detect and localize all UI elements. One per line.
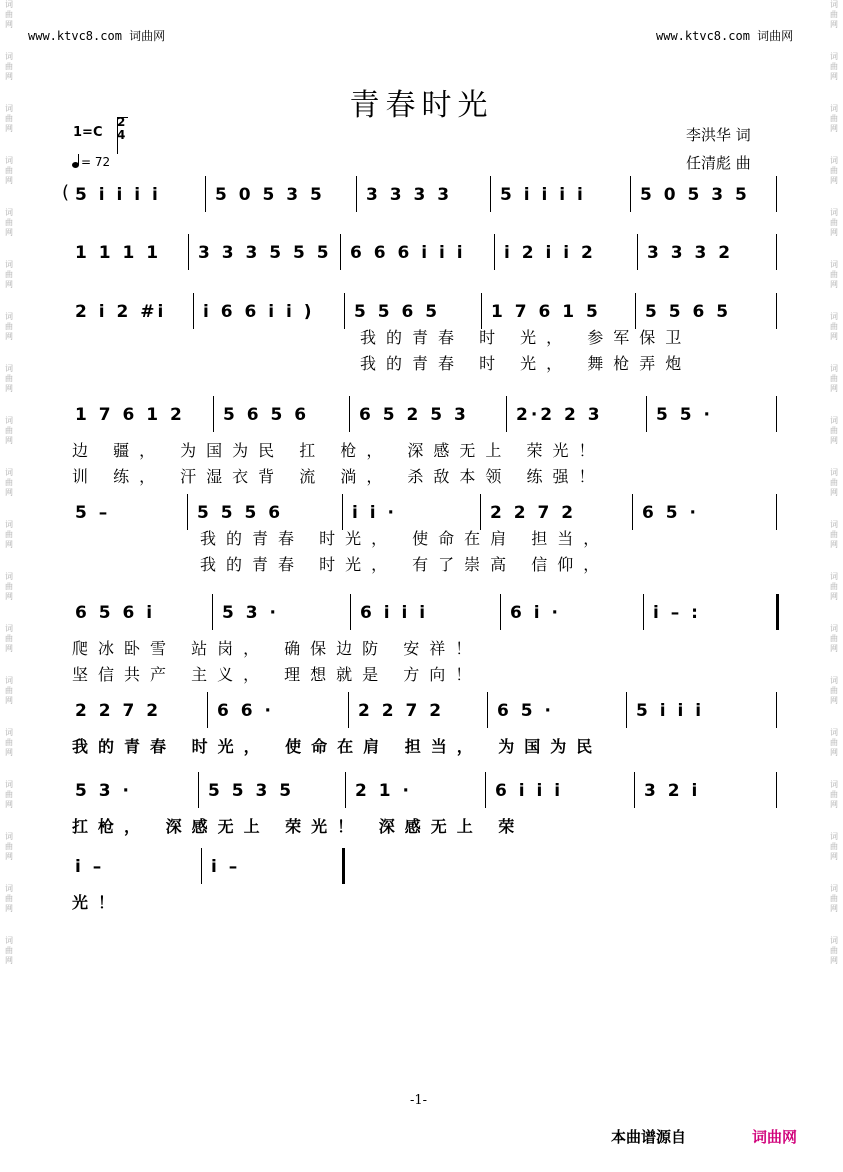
lyric-line: 我的青春 时光， 使命在肩 担当， [200,529,610,548]
measure: i 2 i i 2 [504,243,596,263]
barline [506,396,507,432]
song-title: 青春时光 [349,88,494,123]
lyric-line: 坚信共产 主义， 理想就是 方向！ [72,665,482,684]
measure: 5 5 6 5 [645,302,732,322]
lyric-line: 边 疆， 为国为民 扛 枪， 深感无上 荣光！ [72,441,605,460]
barline [485,772,486,808]
barline [634,772,635,808]
barline [350,594,351,630]
measure: 3 2 i [644,781,701,801]
lyric-line: 扛枪， 深感无上 荣光！ 深感无上 荣 [72,817,525,836]
measure: 6 5 2 5 3 [359,405,469,425]
measure: i 6 6 i i ) [203,302,315,322]
lyric-line: 光！ [72,893,125,912]
barline [635,293,636,329]
score-line [0,692,843,756]
lyric-line: 我的青春 时光， 使命在肩 担当， 为国为民 [72,737,603,756]
barline [776,234,777,270]
barline [776,772,777,808]
barline [630,176,631,212]
measure: 6 5 6 i [75,603,156,623]
measure: 2 2 7 2 [490,503,577,523]
barline [205,176,206,212]
barline [481,293,482,329]
open-paren: ( [62,182,70,203]
footer-source-label: 本曲谱源自 [611,1128,687,1146]
lyric-line: 我的青春 时光， 有了崇高 信仰， [200,555,610,574]
barline [188,234,189,270]
score-line [0,396,843,486]
footer-brand[interactable]: 词曲网 [752,1128,798,1146]
key-signature: 1=C [73,125,103,140]
barline [342,848,345,884]
measure: 2 i 2 #i [75,302,167,322]
measure: 6 i · [510,603,561,623]
measure: i – [211,857,241,877]
site-url-right[interactable]: www.ktvc8.com 词曲网 [656,29,794,43]
measure: 5 i i i [636,701,705,721]
lyric-line: 训 练， 汗湿衣背 流 淌， 杀敌本领 练强！ [72,467,605,486]
barline [348,692,349,728]
tempo-value: = 72 [81,155,111,169]
measure: 2·2 2 3 [516,405,603,425]
barline [487,692,488,728]
measure: 5 6 5 6 [223,405,310,425]
measure: 5 i i i i [75,185,161,205]
site-url-left[interactable]: www.ktvc8.com 词曲网 [28,29,166,43]
barline [193,293,194,329]
measure: 6 i i i [495,781,564,801]
barline [776,692,777,728]
measure: 5 3 · [222,603,279,623]
barline [342,494,343,530]
measure: 5 0 5 3 5 [215,185,325,205]
page-number: -1- [410,1093,428,1108]
barline [356,176,357,212]
measure: 3 3 3 5 5 5 [198,243,332,263]
barline [632,494,633,530]
lyric-line: 我的青春 时 光， 参军保卫 [360,328,692,347]
measure: 6 6 6 i i i [350,243,466,263]
barline [345,772,346,808]
barline [500,594,501,630]
measure: 3 3 3 2 [647,243,734,263]
barline [480,494,481,530]
barline [494,234,495,270]
barline [349,396,350,432]
measure: 5 5 6 5 [354,302,441,322]
time-top: 2 [117,115,126,129]
measure: 3 3 3 3 [366,185,453,205]
measure: 6 5 · [642,503,699,523]
barline [776,594,779,630]
measure: 5 – [75,503,111,523]
measure: 1 1 1 1 [75,243,162,263]
measure: i i · [352,503,397,523]
measure: 5 3 · [75,781,132,801]
side-watermark-right: 词 曲 网 词 曲 网 词 曲 网 词 曲 网 词 曲 网 词 曲 网 词 曲 网 词 曲 网 词 曲 网 词 曲 网 词 曲 网 词 曲 网 词 曲 网 词 曲 网 词 曲 网 词 曲 网 词 曲 网 词 曲 网 词 曲 网 [830,0,838,965]
barline [490,176,491,212]
measure: 1 7 6 1 5 [491,302,601,322]
score-line [0,234,843,278]
measure: 2 1 · [355,781,412,801]
measure: 6 i i i [360,603,429,623]
side-watermark-left: 词 曲 网 词 曲 网 词 曲 网 词 曲 网 词 曲 网 词 曲 网 词 曲 网 词 曲 网 词 曲 网 词 曲 网 词 曲 网 词 曲 网 词 曲 网 词 曲 网 词 曲 网 词 曲 网 词 曲 网 词 曲 网 词 曲 网 [5,0,13,965]
tempo-marking [72,155,110,169]
barline [213,396,214,432]
barline [198,772,199,808]
barline [201,848,202,884]
score-line [0,848,843,912]
barline [646,396,647,432]
lyricist-credit: 李洪华 词 [686,126,751,144]
score-line [0,772,843,836]
barline [776,176,777,212]
lyric-line: 我的青春 时 光， 舞枪弄炮 [360,354,692,373]
score-line [0,176,843,220]
lyric-line: 爬冰卧雪 站岗， 确保边防 安祥！ [72,639,482,658]
measure: i – : [653,603,701,623]
composer-credit: 任清彪 曲 [686,154,751,172]
barline [340,234,341,270]
measure: i – [75,857,105,877]
barline [344,293,345,329]
barline [626,692,627,728]
score-line [0,494,843,574]
barline [776,396,777,432]
measure: 5 i i i i [500,185,586,205]
barline [643,594,644,630]
barline [637,234,638,270]
measure: 6 6 · [217,701,274,721]
measure: 2 2 7 2 [358,701,445,721]
barline [776,293,777,329]
measure: 5 5 · [656,405,713,425]
measure: 6 5 · [497,701,554,721]
quarter-note-icon [72,162,79,168]
measure: 5 5 5 6 [197,503,284,523]
time-bottom: 4 [117,128,126,142]
measure: 2 2 7 2 [75,701,162,721]
measure: 5 0 5 3 5 [640,185,750,205]
barline [207,692,208,728]
barline [212,594,213,630]
barline [776,494,777,530]
score-line [0,594,843,684]
measure: 5 5 3 5 [208,781,295,801]
barline [187,494,188,530]
measure: 1 7 6 1 2 [75,405,185,425]
score-line [0,293,843,373]
time-signature [117,116,125,142]
